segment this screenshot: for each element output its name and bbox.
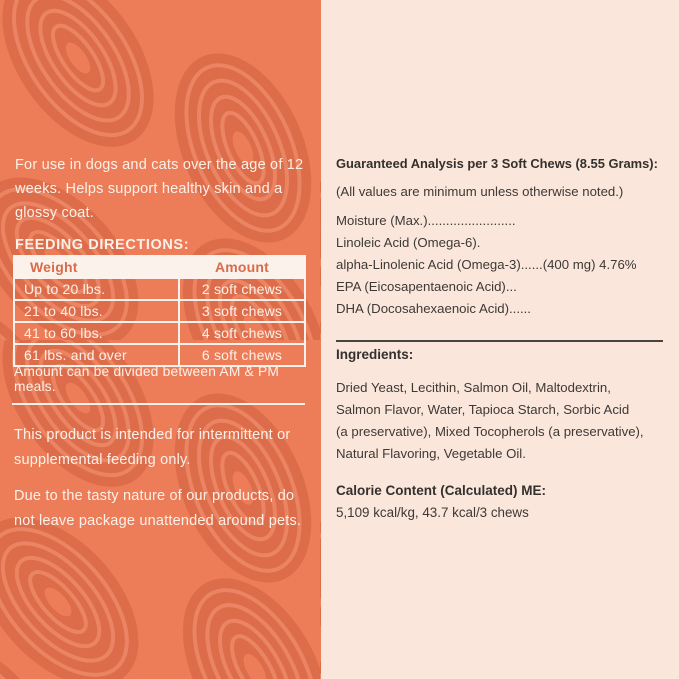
amount-cell: 3 soft chews	[179, 300, 305, 322]
calorie-content-value: 5,109 kcal/kg, 43.7 kcal/3 chews	[336, 505, 529, 520]
note-line: Due to the tasty nature of our products, do	[14, 488, 295, 504]
guaranteed-analysis-heading: Guaranteed Analysis per 3 Soft Chews (8.55 Grams):	[336, 156, 658, 171]
ingredients-list	[336, 377, 674, 465]
guaranteed-analysis-list	[336, 210, 676, 320]
weight-cell: Up to 20 lbs.	[14, 278, 179, 300]
weight-cell: 61 lbs. and over	[14, 344, 179, 366]
ingredients-heading: Ingredients:	[336, 347, 414, 362]
weight-cell: 41 to 60 lbs.	[14, 322, 179, 344]
ingredients-line: Natural Flavoring, Vegetable Oil.	[336, 446, 526, 461]
note-line: This product is intended for intermittent or	[14, 427, 291, 443]
amount-cell: 4 soft chews	[179, 322, 305, 344]
intermittent-feeding-note	[14, 423, 314, 473]
table-header-row	[14, 256, 305, 278]
analysis-item-alpha-linolenic-acid: alpha-Linolenic Acid (Omega-3)......(400 mg) 4.76%	[336, 257, 637, 272]
am-pm-note: Amount can be divided between AM & PM meals.	[14, 364, 280, 394]
ingredients-line: Salmon Flavor, Water, Tapioca Starch, Sorbic Acid	[336, 402, 630, 417]
table-row	[14, 344, 305, 366]
analysis-item-moisture: Moisture (Max.)........................	[336, 213, 516, 228]
intro-line: glossy coat.	[15, 205, 94, 221]
weight-column-header: Weight	[14, 256, 179, 278]
analysis-item-linoleic-acid: Linoleic Acid (Omega-6).	[336, 235, 481, 250]
ingredients-line: (a preservative), Mixed Tocopherols (a preservative),	[336, 424, 644, 439]
left-panel	[0, 0, 321, 679]
guaranteed-analysis-subnote: (All values are minimum unless otherwise noted.)	[336, 184, 624, 199]
left-divider-line	[12, 403, 305, 405]
table-row	[14, 322, 305, 344]
amount-cell: 6 soft chews	[179, 344, 305, 366]
feeding-directions-table	[13, 255, 306, 367]
amount-column-header: Amount	[179, 256, 305, 278]
intro-line: For use in dogs and cats over the age of 12	[15, 157, 304, 173]
table-row	[14, 300, 305, 322]
intro-text	[15, 153, 310, 225]
analysis-item-dha: DHA (Docosahexaenoic Acid)......	[336, 301, 531, 316]
intro-line: weeks. Helps support healthy skin and a	[15, 181, 283, 197]
note-line: not leave package unattended around pets.	[14, 513, 302, 529]
caution-note	[14, 484, 316, 534]
analysis-item-epa: EPA (Eicosapentaenoic Acid)...	[336, 279, 517, 294]
calorie-content-heading: Calorie Content (Calculated) ME:	[336, 483, 547, 498]
ingredients-line: Dried Yeast, Lecithin, Salmon Oil, Maltodextrin,	[336, 380, 611, 395]
feeding-directions-heading: FEEDING DIRECTIONS:	[15, 237, 190, 253]
right-divider-line	[336, 340, 663, 342]
right-panel	[321, 0, 679, 679]
amount-cell: 2 soft chews	[179, 278, 305, 300]
weight-cell: 21 to 40 lbs.	[14, 300, 179, 322]
left-content	[0, 0, 321, 679]
note-line: supplemental feeding only.	[14, 452, 191, 468]
table-row	[14, 278, 305, 300]
